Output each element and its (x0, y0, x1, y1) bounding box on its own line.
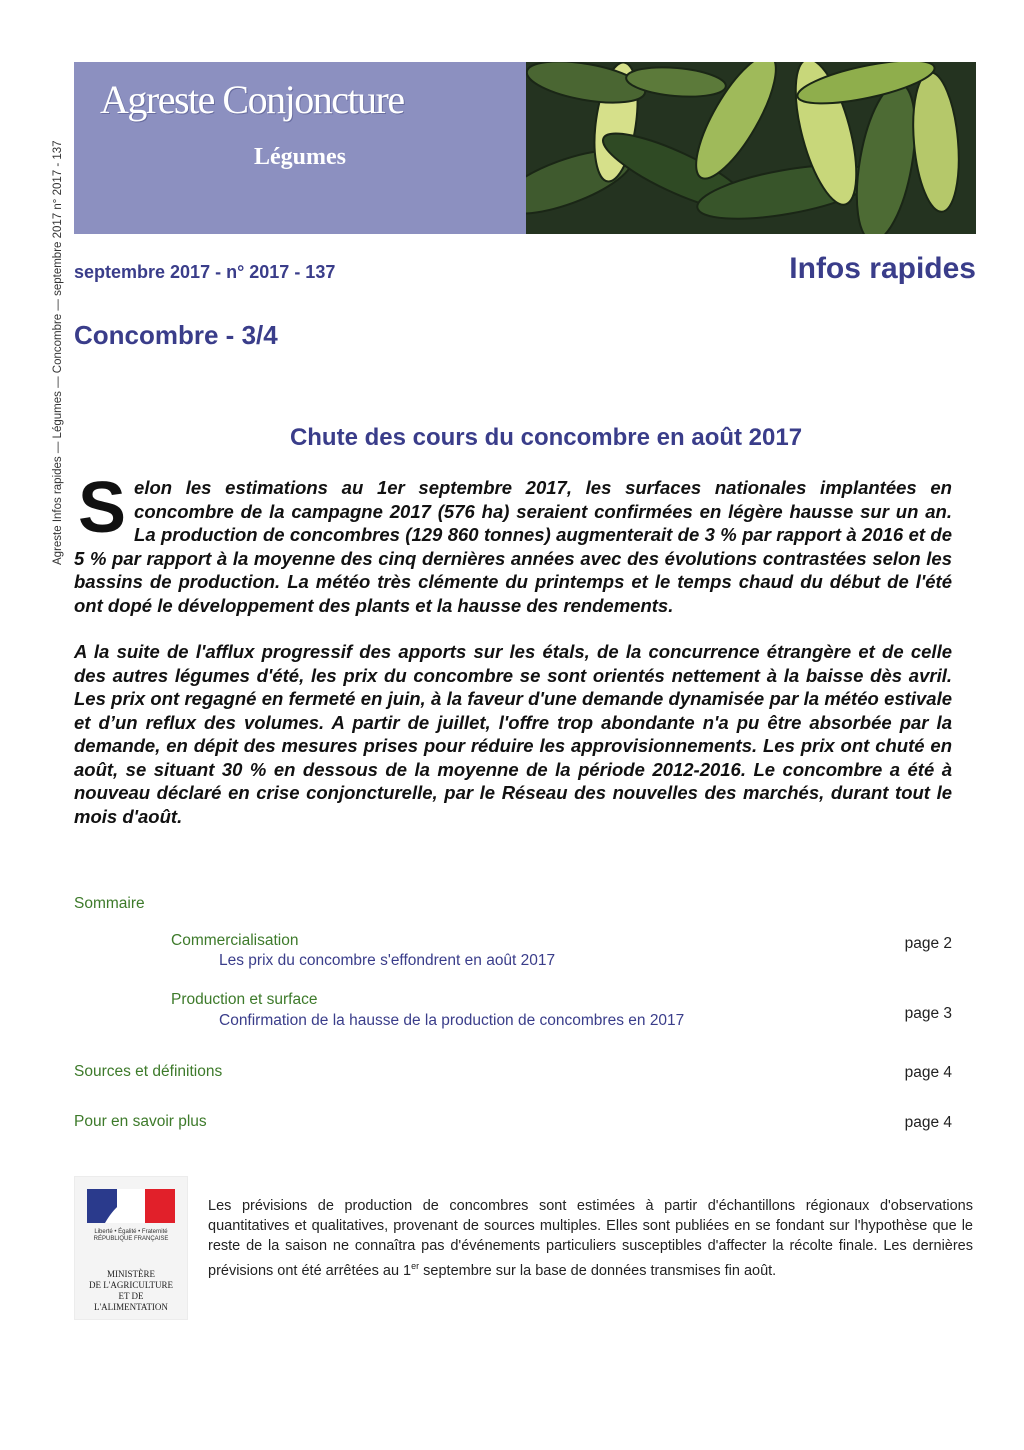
toc-subitem-prix[interactable]: Les prix du concombre s'effondrent en août 2017 (219, 952, 556, 969)
lead-paragraph-1 (74, 468, 952, 617)
publication-type: Infos rapides (789, 252, 976, 285)
toc-item-savoir-plus[interactable]: Pour en savoir plus (74, 1113, 207, 1130)
toc-item-commercialisation[interactable]: Commercialisation (171, 932, 299, 949)
methodology-note-text: Les prévisions de production de concombres sont estimées à partir d'échantillons régionaux d'observations quantitatives et qualitatives, provenant de sources multiples. Elles sont publiées en se fondant sur l'hypothèse que le reste de la saison ne connaîtra pas d'événements particuliers susceptibles d'affecter la récolte finale. Les dernières prévisions ont été arrêtées au 1 (208, 1198, 973, 1279)
topic-title: Concombre - 3/4 (74, 320, 278, 350)
brand-logo-text: Agreste Conjoncture (100, 77, 404, 122)
toc-page-2: page 2 (904, 935, 952, 952)
article-lead (74, 468, 952, 828)
republic-tagline: Liberté • Égalité • Fraternité RÉPUBLIQUE FRANÇAISE (93, 1229, 169, 1242)
ministry-name: MINISTÈRE DE L'AGRICULTURE ET DE L'ALIMENTATION (88, 1269, 174, 1312)
toc-item-production[interactable]: Production et surface (171, 991, 318, 1008)
toc-page-4b: page 4 (904, 1114, 952, 1131)
banner-title-panel (74, 62, 526, 234)
toc-page-4a: page 4 (904, 1064, 952, 1081)
methodology-note-end: septembre sur la base de données transmises fin août. (419, 1262, 777, 1279)
drop-cap: S (78, 468, 127, 548)
header-banner (74, 62, 976, 234)
toc-item-sources[interactable]: Sources et définitions (74, 1063, 223, 1080)
toc-page-3: page 3 (904, 1005, 952, 1022)
issue-number: septembre 2017 - n° 2017 - 137 (74, 262, 336, 282)
lead-paragraph-1-text: elon les estimations au 1er septembre 2017, les surfaces nationales implantées en concombre de la campagne 2017 (576 ha) seraient confirmées en légère hausse sur un an. La production de concombres (129 860 tonnes) augmenterait de 3 % par rapport à 2016 et de 5 % par rapport à la moyenne des cinq dernières années avec des évolutions contrastées selon les bassins de production. La météo très clémente du printemps et le temps chaud du début de l'été ont dopé le développement des plants et la hausse des rendements. (74, 477, 952, 616)
article-headline: Chute des cours du concombre en août 2017 (289, 424, 803, 451)
sidebar-vertical-text: Agreste Infos rapides — Légumes — Concombre — septembre 2017 n° 2017 - 137 (52, 140, 64, 565)
toc-title: Sommaire (74, 895, 145, 912)
cucumber-photo (526, 62, 976, 234)
toc-subitem-production[interactable]: Confirmation de la hausse de la production de concombres en 2017 (219, 1012, 685, 1029)
methodology-note (208, 1196, 973, 1281)
banner-subtitle: Légumes (254, 144, 346, 170)
superscript-er: er (411, 1261, 420, 1271)
lead-paragraph-2: A la suite de l'afflux progressif des apports sur les étals, de la concurrence étrangère et de celle des autres légumes d'été, les prix du concombre se sont orientés nettement à la baisse dès avril. Les prix ont regagné en fermeté en juin, à la faveur d'une demande dynamisée par la météo estivale et d’un reflux des volumes. A partir de juillet, l'offre trop abondante n'a pu être absorbée par la demande, en dépit des mesures prises pour réduire les approvisionnements. Les prix ont chuté en août, se situant 30 % en dessous de la moyenne de la période 2012-2016. Le concombre a été à nouveau déclaré en crise conjoncturelle, par le Réseau des nouvelles des marchés, durant tout le mois d'août. (74, 641, 952, 827)
ministry-logo (74, 1176, 188, 1320)
